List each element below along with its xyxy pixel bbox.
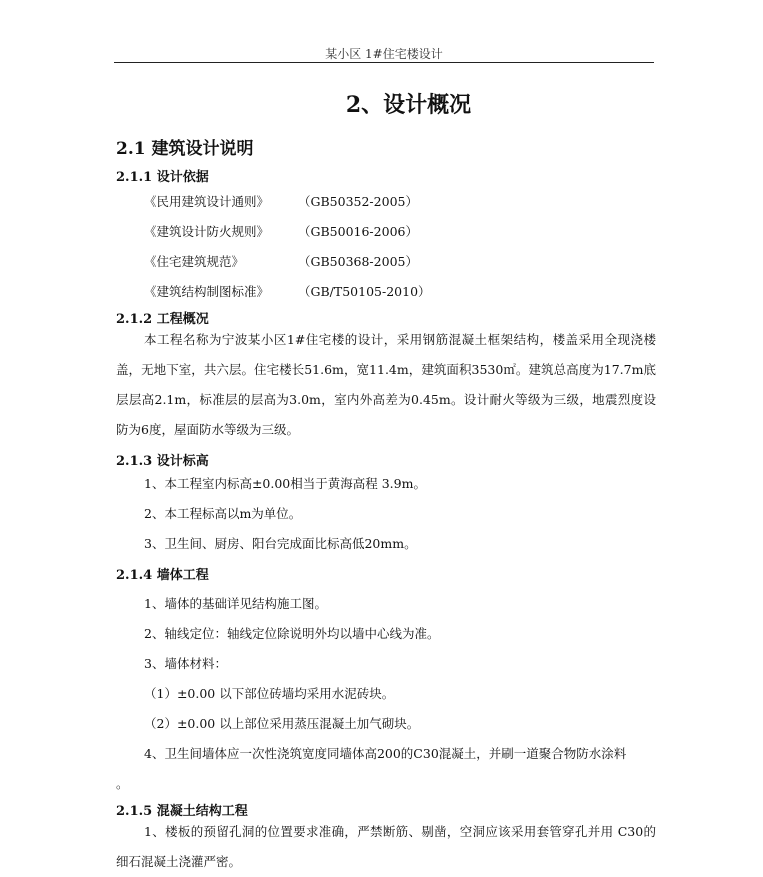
wall-item: 3、墙体材料： bbox=[144, 656, 227, 671]
wall-item: 1、墙体的基础详见结构施工图。 bbox=[144, 596, 327, 611]
wall-item: 。 bbox=[116, 776, 129, 791]
header-rule bbox=[114, 62, 654, 63]
section-2-1-1-title: 2.1.1 设计依据 bbox=[116, 170, 209, 185]
section-2-1-title: 2.1 建筑设计说明 bbox=[116, 139, 254, 159]
reference-code: （GB50368-2005） bbox=[298, 254, 418, 269]
wall-item: （2）±0.00 以上部位采用蒸压混凝土加气砌块。 bbox=[144, 716, 420, 731]
reference-code: （GB50016-2006） bbox=[298, 224, 418, 239]
wall-item: （1）±0.00 以下部位砖墙均采用水泥砖块。 bbox=[144, 686, 395, 701]
reference-name: 《住宅建筑规范》 bbox=[144, 254, 245, 269]
reference-name: 《建筑结构制图标准》 bbox=[144, 284, 270, 299]
section-2-1-3-title: 2.1.3 设计标高 bbox=[116, 454, 209, 469]
reference-name: 《民用建筑设计通则》 bbox=[144, 194, 270, 209]
elevation-item: 3、卫生间、厨房、阳台完成面比标高低20mm。 bbox=[144, 536, 417, 551]
section-2-1-2-title: 2.1.2 工程概况 bbox=[116, 312, 209, 327]
wall-item: 4、卫生间墙体应一次性浇筑宽度同墙体高200的C30混凝土，并刷一道聚合物防水涂料 bbox=[144, 746, 627, 761]
project-overview-paragraph: 本工程名称为宁波某小区1#住宅楼的设计，采用钢筋混凝土框架结构，楼盖采用全现浇楼盖，无地下室，共六层。住宅楼长51.6m，宽11.4m，建筑面积3530㎡。建筑总高度为17.7m底层层高2.1m，标准层的层高为3.0m，室内外高差为0.45m。设计耐火等级为三级，地震烈度设防为6度，屋面防水等级为三级。 bbox=[116, 332, 656, 437]
reference-code: （GB/T50105-2010） bbox=[298, 284, 431, 299]
elevation-item: 1、本工程室内标高±0.00相当于黄海高程 3.9m。 bbox=[144, 476, 426, 491]
section-2-1-5-title: 2.1.5 混凝土结构工程 bbox=[116, 804, 248, 819]
reference-name: 《建筑设计防火规则》 bbox=[144, 224, 270, 239]
concrete-paragraph: 1、楼板的预留孔洞的位置要求准确，严禁断筋、剔凿，空洞应该采用套管穿孔并用 C30的细石混凝土浇灌严密。 bbox=[116, 824, 656, 869]
elevation-item: 2、本工程标高以m为单位。 bbox=[144, 506, 302, 521]
page-header: 某小区 1#住宅楼设计 bbox=[325, 47, 443, 61]
section-2-1-4-title: 2.1.4 墙体工程 bbox=[116, 568, 209, 583]
wall-item: 2、轴线定位：轴线定位除说明外均以墙中心线为准。 bbox=[144, 626, 440, 641]
chapter-title: 2、设计概况 bbox=[345, 92, 472, 118]
reference-code: （GB50352-2005） bbox=[298, 194, 418, 209]
